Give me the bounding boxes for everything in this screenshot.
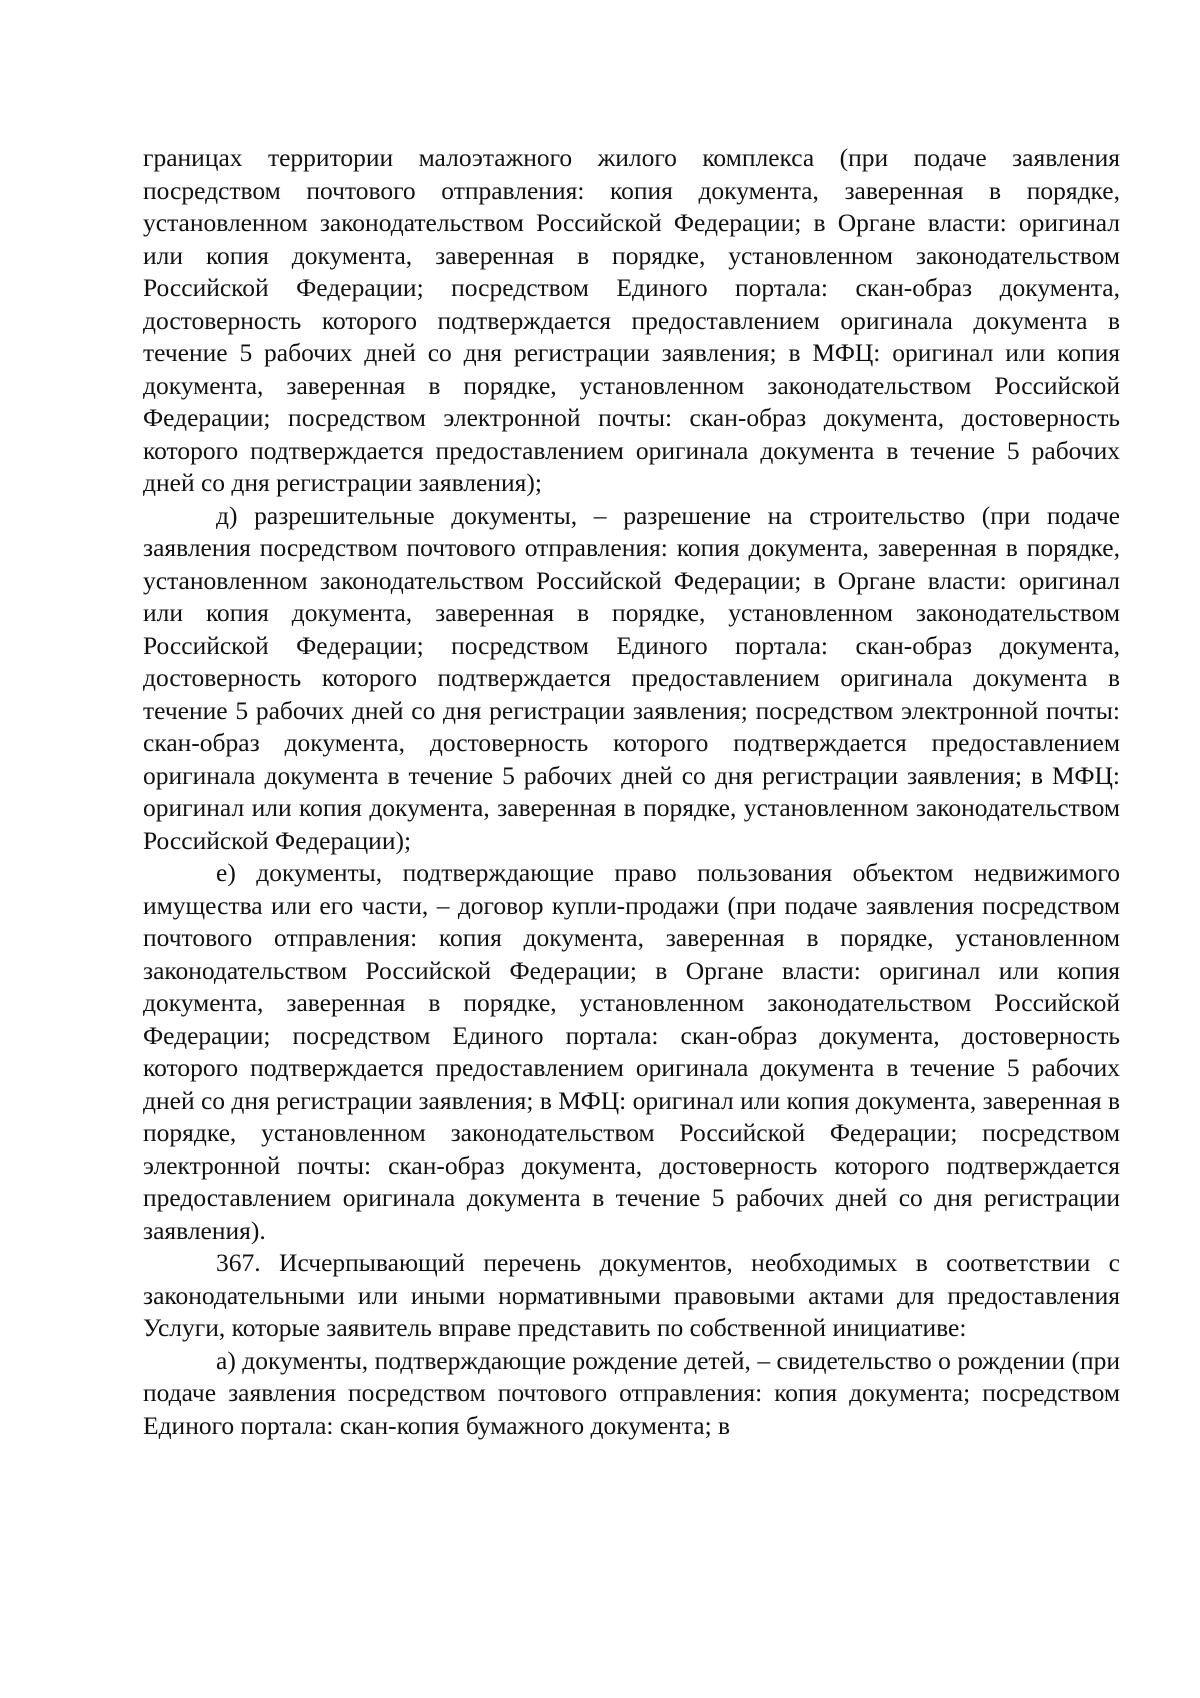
paragraph-continuation: границах территории малоэтажного жилого комплекса (при подаче заявления посредством почтового отправления: копия документа, заверенная в порядке, установленном законодательством Российской Федерации; в Органе власти: оригинал или копия документа, заверенная в порядке, установленном законодательством Российской Федерации; посредством Единого портала: скан-образ документа, достоверность которого подтверждается предоставлением оригинала документа в течение 5 рабочих дней со дня регистрации заявления; в МФЦ: оригинал или копия документа, заверенная в порядке, установленном законодательством Российской Федерации; посредством электронной почты: скан-образ документа, достоверность которого подтверждается предоставлением оригинала документа в течение 5 рабочих дней со дня регистрации заявления); xyxy=(143,143,1120,497)
paragraph-367: 367. Исчерпывающий перечень документов, необходимых в соответствии с законодательными или иными нормативными правовыми актами для предоставления Услуги, которые заявитель вправе представить по собственной инициативе: xyxy=(143,1248,1120,1342)
paragraph-item-e: е) документы, подтверждающие право пользования объектом недвижимого имущества или его части, – договор купли-продажи (при подаче заявления посредством почтового отправления: копия документа, заверенная в порядке, установленном законодательством Российской Федерации; в Органе власти: оригинал или копия документа, заверенная в порядке, установленном законодательством Российской Федерации; посредством Единого портала: скан-образ документа, достоверность которого подтверждается предоставлением оригинала документа в течение 5 рабочих дней со дня регистрации заявления; в МФЦ: оригинал или копия документа, заверенная в порядке, установленном законодательством Российской Федерации; посредством электронной почты: скан-образ документа, достоверность которого подтверждается предоставлением оригинала документа в течение 5 рабочих дней со дня регистрации заявления). xyxy=(143,858,1120,1245)
paragraph-item-a: а) документы, подтверждающие рождение детей, – свидетельство о рождении (при подаче заявления посредством почтового отправления: копия документа; посредством Единого портала: скан-копия бумажного документа; в xyxy=(143,1345,1120,1440)
document-page xyxy=(143,142,1120,1442)
paragraph-item-d: д) разрешительные документы, – разрешение на строительство (при подаче заявления посредством почтового отправления: копия документа, заверенная в порядке, установленном законодательством Российской Федерации; в Органе власти: оригинал или копия документа, заверенная в порядке, установленном законодательством Российской Федерации; посредством Единого портала: скан-образ документа, достоверность которого подтверждается предоставлением оригинала документа в течение 5 рабочих дней со дня регистрации заявления; посредством электронной почты: скан-образ документа, достоверность которого подтверждается предоставлением оригинала документа в течение 5 рабочих дней со дня регистрации заявления; в МФЦ: оригинал или копия документа, заверенная в порядке, установленном законодательством Российской Федерации); xyxy=(143,500,1120,855)
